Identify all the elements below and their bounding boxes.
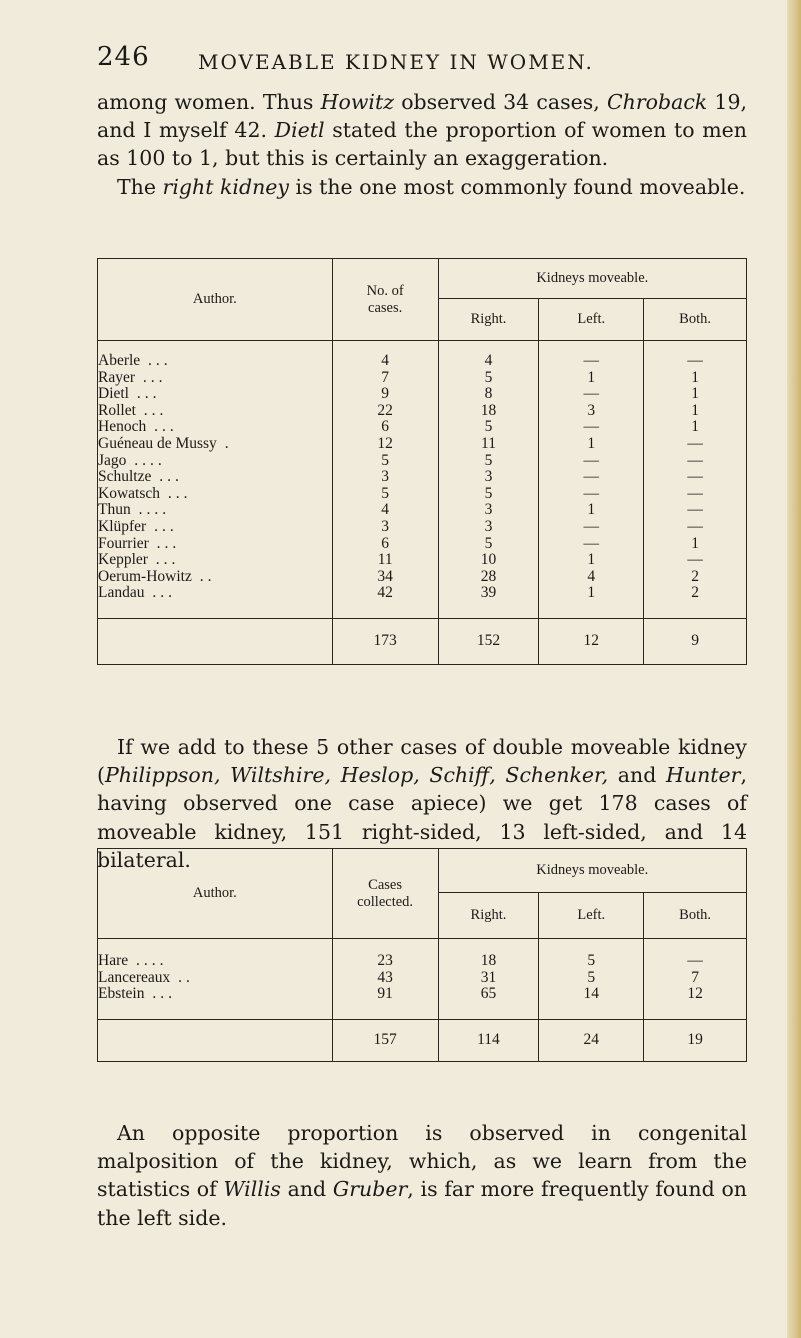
table-cell-right: 3 xyxy=(484,517,493,535)
table-row-author: Rollet ... xyxy=(98,401,168,419)
table2-right-column xyxy=(438,939,539,1020)
table1-right-column xyxy=(438,341,539,619)
table2-author-column xyxy=(98,939,333,1020)
table1-author-column xyxy=(98,341,333,619)
table2-both-column xyxy=(644,939,747,1020)
table-cell-right: 39 xyxy=(480,584,497,602)
leader-dots: ... xyxy=(160,484,192,502)
leader-dots: ... xyxy=(135,401,168,419)
table1-total-right: 152 xyxy=(438,618,539,664)
table-row-author: Thun .... xyxy=(98,501,171,519)
table-cell-right: 18 xyxy=(480,401,497,419)
paragraph-double-kidney: If we add to these 5 other cases of double moveable kidney (Philippson, Wiltshire, Heslop, Schiff, Schenker, and Hunter, having observed one case apiece) we get 178 cases of moveable kidney, 151 right-sided, 13 left-sided, and 14 bilateral. xyxy=(97,735,747,872)
table-cell-left: 3 xyxy=(587,401,596,419)
table-cell-left: — xyxy=(583,468,600,486)
table-cell-left: 5 xyxy=(587,952,596,969)
col-cases: No. of cases. xyxy=(332,259,438,341)
table2-cases-column xyxy=(332,939,438,1020)
table2-left-column xyxy=(539,939,644,1020)
leader-dots: ... xyxy=(148,534,181,552)
table-cell-right: 3 xyxy=(484,468,493,486)
table-row-author: Klüpfer ... xyxy=(98,517,178,535)
table-cell-cases: 7 xyxy=(381,368,390,386)
table-cell-both: — xyxy=(687,352,703,369)
kidney-table-1 xyxy=(97,258,747,665)
table-cell-cases: 43 xyxy=(377,968,393,986)
table-cell-right: 5 xyxy=(484,418,493,436)
table-row-author: Guéneau de Mussy . xyxy=(98,434,233,452)
table-cell-left: — xyxy=(583,352,600,369)
table-cell-cases: 4 xyxy=(381,501,390,519)
table-cell-both: — xyxy=(687,501,703,519)
leader-dots: . xyxy=(216,434,233,452)
table-cell-right: 11 xyxy=(481,434,496,452)
table-cell-both: 12 xyxy=(687,985,703,1003)
table2-total-label xyxy=(98,1019,333,1061)
table-row-author: Landau ... xyxy=(98,584,176,602)
table-row-author: Kowatsch ... xyxy=(98,484,192,502)
col-group-kidneys: Kidneys moveable. xyxy=(438,259,746,299)
table-cell-right: 5 xyxy=(484,484,493,502)
table-cell-right: 18 xyxy=(480,952,497,969)
table-row-author: Oerum-Howitz .. xyxy=(98,567,216,585)
table-cell-both: 1 xyxy=(691,534,699,552)
table-cell-both: 1 xyxy=(691,385,699,403)
table-cell-both: 2 xyxy=(691,584,699,602)
table-cell-cases: 11 xyxy=(377,551,393,569)
table1-total-label xyxy=(98,618,333,664)
table-cell-right: 5 xyxy=(484,368,493,386)
table-cell-both: — xyxy=(687,434,703,452)
table-row-author: Schultze ... xyxy=(98,468,183,486)
table-cell-left: 4 xyxy=(587,567,596,585)
table-cell-cases: 3 xyxy=(381,517,390,535)
table2-total-both: 19 xyxy=(644,1019,747,1061)
table-cell-both: 7 xyxy=(691,968,699,986)
table-cell-left: 1 xyxy=(587,368,596,386)
table-cell-right: 65 xyxy=(480,985,497,1003)
col-left: Left. xyxy=(539,893,644,939)
table1-left-column xyxy=(539,341,644,619)
table-row-author: Henoch ... xyxy=(98,418,178,436)
leader-dots: ... xyxy=(146,517,178,535)
leader-dots: ... xyxy=(146,418,178,436)
table-cell-both: 1 xyxy=(691,418,699,436)
leader-dots: .. xyxy=(191,567,216,585)
table1-total-cases: 173 xyxy=(332,618,438,664)
table2-total-right: 114 xyxy=(438,1019,539,1061)
col-group-kidneys: Kidneys moveable. xyxy=(438,849,746,893)
table-cell-right: 5 xyxy=(484,451,493,469)
col-left: Left. xyxy=(539,299,644,341)
table-row-author: Aberle ... xyxy=(98,352,172,369)
col-right: Right. xyxy=(438,893,539,939)
leader-dots: .... xyxy=(130,501,171,519)
leader-dots: .... xyxy=(126,451,166,469)
table-row-author: Fourrier ... xyxy=(98,534,181,552)
leader-dots: ... xyxy=(140,352,172,369)
table-cell-left: — xyxy=(583,517,600,535)
table-cell-cases: 5 xyxy=(381,451,390,469)
paragraph-malposition: An opposite proportion is observed in congenital malposition of the kidney, which, as we learn from the statistics of Willis and Gruber, is far more frequently found on the left side. xyxy=(97,1121,747,1230)
col-both: Both. xyxy=(644,893,747,939)
kidney-table-2 xyxy=(97,848,747,1062)
table-row-author: Dietl ... xyxy=(98,385,161,403)
table-cell-left: — xyxy=(583,451,600,469)
table-row-author: Ebstein ... xyxy=(98,985,176,1003)
table-cell-cases: 91 xyxy=(377,985,393,1003)
leader-dots: ... xyxy=(144,584,176,602)
table-cell-cases: 6 xyxy=(381,418,390,436)
table-cell-both: — xyxy=(687,952,703,969)
table-cell-left: 14 xyxy=(583,985,600,1003)
table-cell-right: 28 xyxy=(480,567,497,585)
table-cell-both: — xyxy=(687,451,703,469)
table-cell-both: 2 xyxy=(691,567,699,585)
col-both: Both. xyxy=(644,299,747,341)
table2-total-left: 24 xyxy=(539,1019,644,1061)
leader-dots: .... xyxy=(128,952,168,969)
table-cell-left: 5 xyxy=(587,968,596,986)
leader-dots: ... xyxy=(151,468,183,486)
col-right: Right. xyxy=(438,299,539,341)
col-author: Author. xyxy=(98,259,333,341)
leader-dots: ... xyxy=(135,368,167,386)
col-cases: Cases collected. xyxy=(332,849,438,939)
table1-total-left: 12 xyxy=(539,618,644,664)
table-cell-left: — xyxy=(583,534,600,552)
table-cell-both: 1 xyxy=(691,401,699,419)
table1-total-both: 9 xyxy=(644,618,747,664)
running-head: MOVEABLE KIDNEY IN WOMEN. xyxy=(198,50,594,74)
table-cell-cases: 34 xyxy=(377,567,393,585)
leader-dots: ... xyxy=(147,551,180,569)
table-cell-cases: 23 xyxy=(377,952,393,969)
table-cell-cases: 12 xyxy=(377,434,393,452)
table-cell-cases: 4 xyxy=(381,352,390,369)
table1-both-column xyxy=(644,341,747,619)
table-cell-left: — xyxy=(583,385,600,403)
table1-cases-column xyxy=(332,341,438,619)
table-cell-cases: 22 xyxy=(377,401,393,419)
col-author: Author. xyxy=(98,849,333,939)
table-cell-right: 10 xyxy=(480,551,497,569)
table-cell-both: — xyxy=(687,517,703,535)
table-cell-both: — xyxy=(687,551,703,569)
table-cell-right: 8 xyxy=(484,385,493,403)
table-cell-left: — xyxy=(583,418,600,436)
leader-dots: ... xyxy=(144,985,176,1003)
table-cell-both: — xyxy=(687,468,703,486)
table-cell-both: — xyxy=(687,484,703,502)
table-cell-cases: 9 xyxy=(381,385,390,403)
table-cell-right: 5 xyxy=(484,534,493,552)
table-cell-cases: 3 xyxy=(381,468,390,486)
table-cell-left: 1 xyxy=(587,434,596,452)
table-cell-cases: 6 xyxy=(381,534,390,552)
table-row-author: Rayer ... xyxy=(98,368,167,386)
table-cell-right: 31 xyxy=(480,968,497,986)
table-cell-cases: 5 xyxy=(381,484,390,502)
paragraph-intro: among women. Thus Howitz observed 34 cases, Chroback 19, and I myself 42. Dietl stated the proportion of women to men as 100 to 1, but this is certainly an exaggeration. The right kidney is the one most commonly found moveable. xyxy=(97,90,748,199)
table-cell-cases: 42 xyxy=(377,584,393,602)
table-row-author: Lancereaux .. xyxy=(98,968,194,986)
table-cell-left: — xyxy=(583,484,600,502)
page-number: 246 xyxy=(97,42,150,72)
page-edge xyxy=(787,0,801,1338)
table-cell-right: 4 xyxy=(484,352,493,369)
table-row-author: Hare .... xyxy=(98,952,168,969)
leader-dots: .. xyxy=(170,968,194,986)
table-row-author: Keppler ... xyxy=(98,551,180,569)
table-row-author: Jago .... xyxy=(98,451,166,469)
table2-total-cases: 157 xyxy=(332,1019,438,1061)
table-cell-left: 1 xyxy=(587,551,596,569)
table-cell-left: 1 xyxy=(587,501,596,519)
leader-dots: ... xyxy=(129,385,161,403)
table-cell-left: 1 xyxy=(587,584,596,602)
table-cell-right: 3 xyxy=(484,501,493,519)
table-cell-both: 1 xyxy=(691,368,699,386)
